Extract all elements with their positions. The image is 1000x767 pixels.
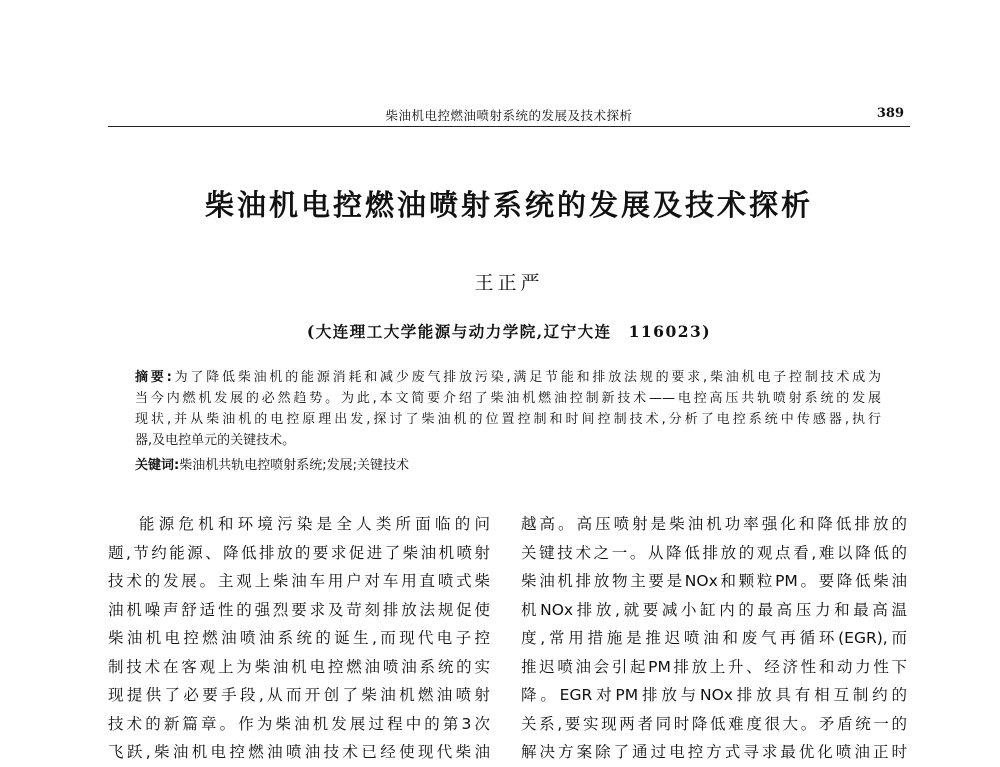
body-line: 关键技术之一。从降低排放的观点看,难以降低的 (521, 543, 907, 562)
body-left-column (108, 510, 490, 767)
body-line: 度,常用措施是推迟喷油和废气再循环(EGR),而 (521, 629, 907, 647)
abstract-label: 摘要: (135, 370, 172, 385)
body-line: 飞跃,柴油机电控燃油喷油技术已经使现代柴油 (108, 743, 490, 761)
body-line: 题,节约能源、降低排放的要求促进了柴油机喷射 (108, 543, 490, 562)
body-line: 机NOx排放,就要减小缸内的最高压力和最高温 (521, 600, 907, 619)
abstract-line: 器,及电控单元的关键技术。 (135, 433, 296, 448)
author: 王正严 (474, 272, 544, 294)
body-line: 柴油机排放物主要是NOx和颗粒PM。要降低柴油 (521, 572, 907, 590)
running-head (108, 104, 910, 127)
body-line: 制技术在客观上为柴油机电控燃油喷油系统的实 (108, 657, 490, 676)
abstract-line: 现状,并从柴油机的电控原理出发,探讨了柴油机的位置控制和时间控制技术,分析了电控系统中传感器,执行 (135, 412, 881, 427)
body-right-column (521, 510, 907, 767)
article-title: 柴油机电控燃油喷射系统的发展及技术探析 (204, 188, 813, 222)
affiliation: (大连理工大学能源与动力学院,辽宁大连 116023) (306, 322, 712, 341)
body-line: 技术的新篇章。作为柴油机发展过程中的第3次 (108, 714, 490, 733)
running-title: 柴油机电控燃油喷射系统的发展及技术探析 (385, 108, 633, 123)
body-line: 推迟喷油会引起PM排放上升、经济性和动力性下 (521, 657, 907, 676)
body-line: 关系,要实现两者同时降低难度很大。矛盾统一的 (521, 714, 907, 733)
body-line: 能源危机和环境污染是全人类所面临的问 (139, 515, 490, 533)
body-line: 柴油机电控燃油喷油系统的诞生,而现代电子控 (108, 629, 490, 647)
abstract-line: 当今内燃机发展的必然趋势。为此,本文简要介绍了柴油机燃油控制新技术——电控高压共轨喷射系统的发展 (135, 391, 881, 406)
abstract-line (135, 367, 881, 388)
keywords-label: 关键词: (135, 458, 180, 473)
body-line: 技术的发展。主观上柴油车用户对车用直喷式柴 (108, 572, 490, 590)
body-line: 降。EGR对PM排放与NOx排放具有相互制约的 (521, 686, 907, 704)
body-line: 解决方案除了通过电控方式寻求最优化喷油正时 (521, 743, 907, 761)
body-line: 越高。高压喷射是柴油机功率强化和降低排放的 (521, 515, 907, 533)
page-number: 389 (876, 106, 904, 121)
keywords (135, 455, 881, 476)
abstract (135, 367, 881, 451)
keywords-text: 柴油机共轨电控喷射系统;发展;关键技术 (179, 458, 409, 473)
body-line: 现提供了必要手段,从而开创了柴油机燃油喷射 (108, 686, 490, 704)
abstract-text: 为了降低柴油机的能源消耗和减少废气排放污染,满足节能和排放法规的要求,柴油机电子控制技术成为 (171, 370, 881, 385)
body-line: 油机噪声舒适性的强烈要求及苛刻排放法规促使 (108, 600, 490, 619)
